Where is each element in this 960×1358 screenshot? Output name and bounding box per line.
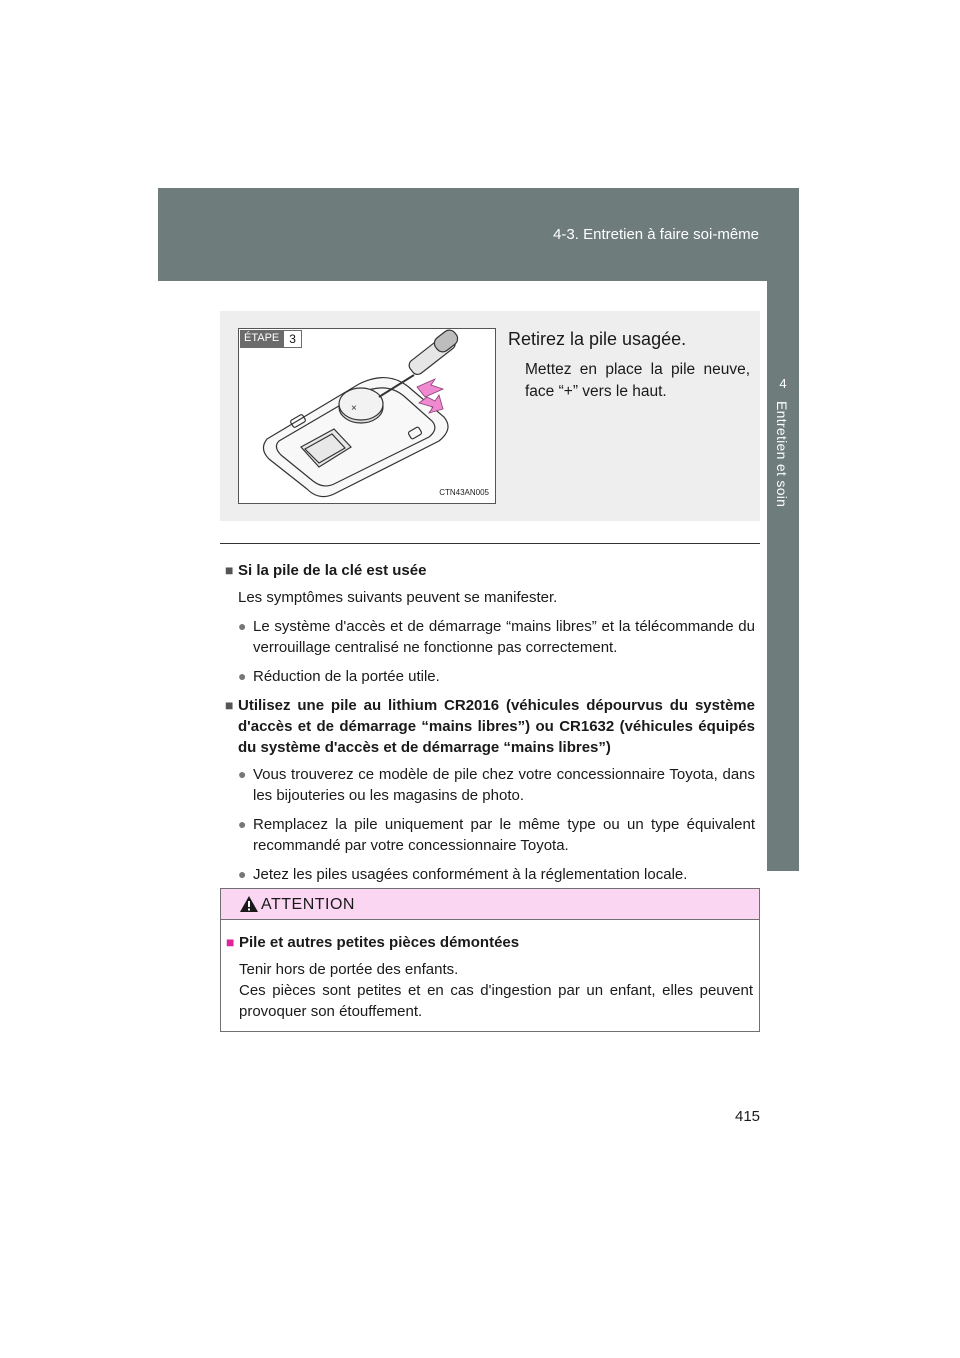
warning-header — [221, 889, 759, 920]
divider — [220, 543, 760, 544]
section-heading — [225, 695, 755, 758]
chapter-header-band — [158, 188, 799, 281]
bullet-item — [238, 666, 755, 687]
bullet-text: Vous trouverez ce modèle de pile chez votre concessionnaire Toyota, dans les bijouteries ou les magasins de photo. — [253, 766, 755, 804]
section-heading-text: Si la pile de la clé est usée — [238, 562, 427, 579]
figure-code: CTN43AN005 — [439, 488, 489, 497]
warning-heading — [226, 932, 753, 953]
warning-line: Tenir hors de portée des enfants. — [239, 961, 459, 978]
bullet-dot-icon: ● — [238, 766, 247, 782]
warning-line: Ces pièces sont petites et en cas d'ingestion par un enfant, elles peuvent provoquer son étouffement. — [239, 982, 753, 1020]
body-text — [225, 560, 755, 893]
step-description: Mettez en place la pile neuve, face “+” vers le haut. — [525, 361, 750, 400]
key-battery-figure — [238, 328, 496, 504]
bullet-text: Jetez les piles usagées conformément à la réglementation locale. — [253, 866, 688, 883]
key-illustration — [239, 329, 495, 503]
warning-body — [221, 920, 759, 1022]
bullet-item — [238, 616, 755, 658]
bullet-item — [238, 814, 755, 856]
page-number: 415 — [735, 1108, 761, 1125]
square-marker: ■ — [225, 697, 234, 713]
bullet-dot-icon: ● — [238, 866, 247, 882]
bullet-item — [238, 864, 755, 885]
section-heading — [225, 560, 755, 581]
warning-triangle-icon — [239, 895, 259, 913]
warning-heading-text: Pile et autres petites pièces démontées — [239, 934, 520, 951]
bullet-item — [238, 764, 755, 806]
bullet-text: Le système d'accès et de démarrage “mains libres” et la télécommande du verrouillage centralisé ne fonctionne pas correctement. — [253, 618, 755, 656]
section-title: 4-3. Entretien à faire soi-même — [553, 226, 759, 243]
svg-text:×: × — [351, 403, 357, 414]
warning-box — [220, 888, 760, 1032]
step-tag-label: ÉTAPE — [240, 330, 283, 348]
paragraph: Les symptômes suivants peuvent se manifester. — [238, 589, 558, 606]
bullet-dot-icon: ● — [238, 668, 247, 684]
bullet-text: Remplacez la pile uniquement par le même type ou un type équivalent recommandé par votre concessionnaire Toyota. — [253, 816, 755, 854]
bullet-dot-icon: ● — [238, 816, 247, 832]
pink-square-marker: ■ — [226, 934, 235, 950]
bullet-text: Réduction de la portée utile. — [253, 668, 440, 685]
square-marker: ■ — [225, 562, 234, 578]
warning-title: ATTENTION — [261, 896, 355, 913]
section-heading-text: Utilisez une pile au lithium CR2016 (véhicules dépourvus du système d'accès et de démarrage “mains libres”) ou CR1632 (véhicules équipés du système d'accès et de démarrage “mains libres”) — [238, 697, 755, 756]
step-tag-number: 3 — [283, 330, 302, 348]
bullet-dot-icon: ● — [238, 618, 247, 634]
chapter-side-tab — [767, 281, 799, 871]
step-title: Retirez la pile usagée. — [508, 329, 687, 349]
chapter-number: 4 — [779, 376, 787, 391]
chapter-label: Entretien et soin — [774, 401, 790, 508]
step-panel — [220, 311, 760, 521]
